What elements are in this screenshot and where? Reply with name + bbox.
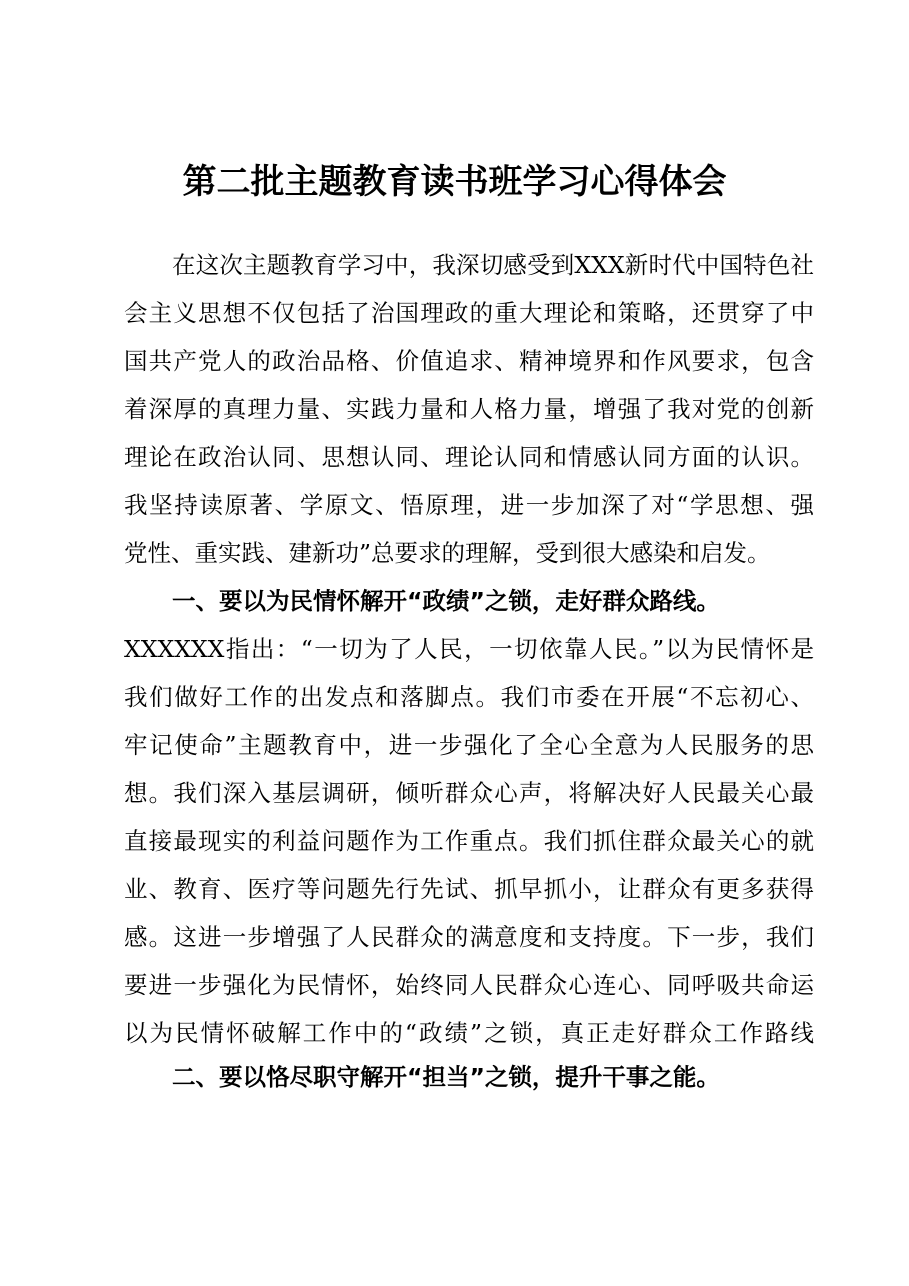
paragraph-line: 我们做好工作的出发点和落脚点。我们市委在开展“不忘初心、 [124, 683, 814, 711]
paragraph-line: 党性、重实践、建新功”总要求的理解，受到很大感染和启发。 [124, 539, 771, 567]
paragraph-line: 以为民情怀破解工作中的“政绩”之锁，真正走好群众工作路线 [124, 1019, 814, 1047]
document-title: 第二批主题教育读书班学习心得体会 [182, 162, 727, 202]
paragraph-line: 理论在政治认同、思想认同、理论认同和情感认同方面的认识。 [124, 443, 814, 471]
paragraph-line: 我坚持读原著、学原文、悟原理，进一步加深了对“学思想、强 [124, 491, 814, 519]
paragraph-line: 要进一步强化为民情怀，始终同人民群众心连心、同呼吸共命运 [124, 971, 814, 999]
paragraph-line: XXXXXX指出：“一切为了人民，一切依靠人民。”以为民情怀是 [124, 635, 814, 663]
paragraph-line: 业、教育、医疗等问题先行先试、抓早抓小，让群众有更多获得 [124, 875, 814, 903]
paragraph-line: 着深厚的真理力量、实践力量和人格力量，增强了我对党的创新 [124, 395, 814, 423]
paragraph-line: 想。我们深入基层调研，倾听群众心声，将解决好人民最关心最 [124, 779, 814, 807]
paragraph-line: 在这次主题教育学习中，我深切感受到XXX新时代中国特色社 [172, 251, 814, 279]
paragraph-line: 国共产党人的政治品格、价值追求、精神境界和作风要求，包含 [124, 347, 814, 375]
section-heading-2: 二、要以恪尽职守解开“担当”之锁，提升干事之能。 [172, 1063, 720, 1091]
paragraph-line: 直接最现实的利益问题作为工作重点。我们抓住群众最关心的就 [124, 827, 814, 855]
paragraph-line: 感。这进一步增强了人民群众的满意度和支持度。下一步，我们 [124, 923, 814, 951]
paragraph-line: 会主义思想不仅包括了治国理政的重大理论和策略，还贯穿了中 [124, 299, 814, 327]
section-heading-1: 一、要以为民情怀解开“政绩”之锁，走好群众路线。 [172, 587, 720, 615]
paragraph-line: 牢记使命”主题教育中，进一步强化了全心全意为人民服务的思 [124, 731, 814, 759]
